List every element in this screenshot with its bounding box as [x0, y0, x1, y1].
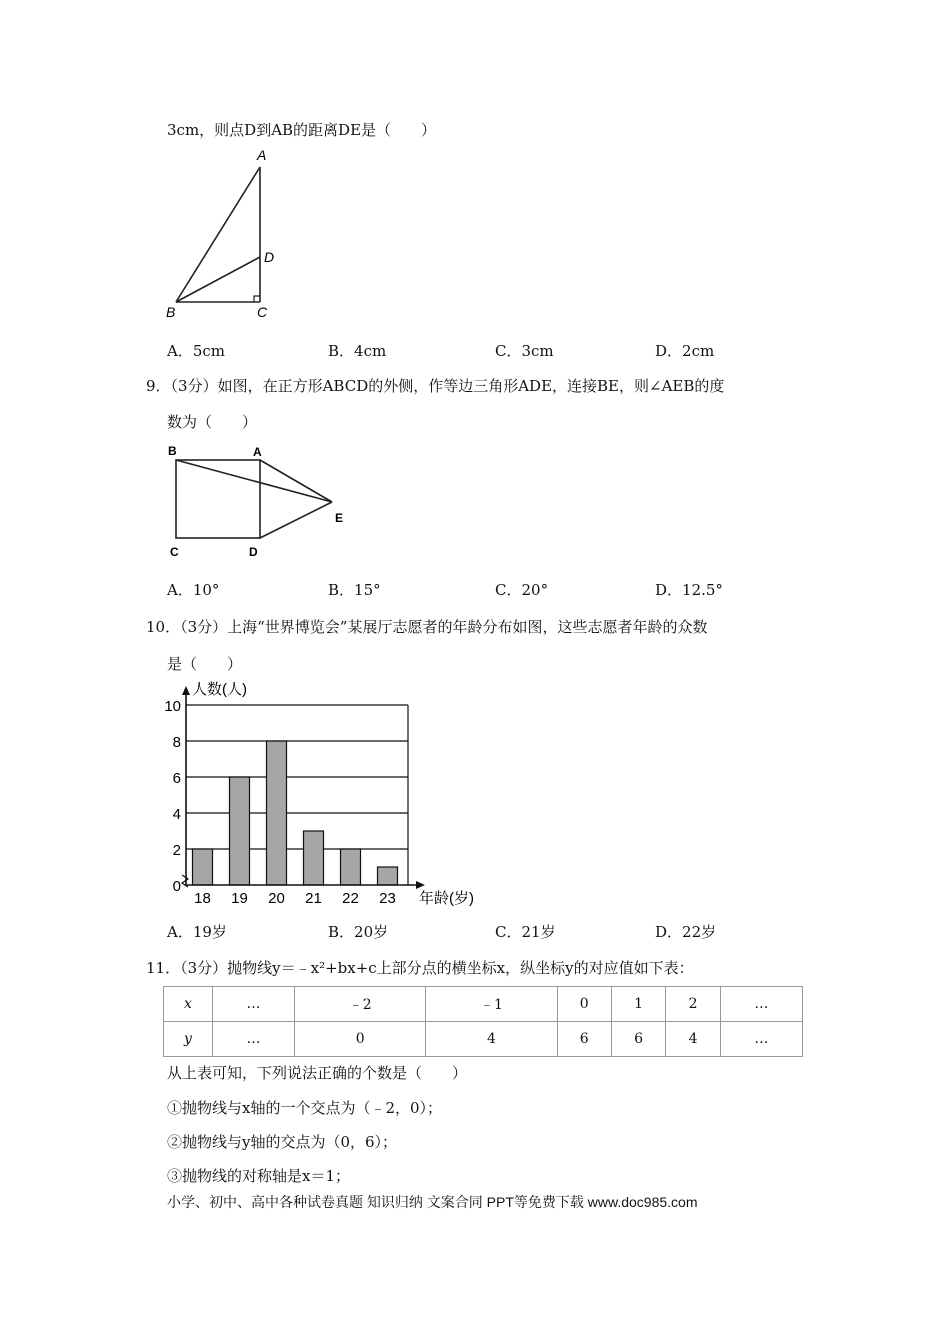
table-cell: 6 [611, 1022, 665, 1057]
table-cell: … [212, 1022, 294, 1057]
bar-age-20 [267, 741, 287, 885]
table-cell: … [720, 987, 802, 1022]
q8-label-b: B [166, 304, 176, 320]
y-tick-label: 4 [172, 806, 181, 823]
q9-label-d: D [249, 545, 258, 559]
q11-value-table [163, 986, 803, 1057]
q10-line2: 是（ ） [167, 655, 243, 673]
q9-label-e: E [335, 511, 344, 525]
table-cell: 1 [611, 987, 665, 1022]
y-axis-arrow-icon [182, 686, 190, 695]
bar-age-21 [304, 831, 324, 885]
bar-age-18 [193, 849, 213, 885]
q8-label-d: D [264, 249, 275, 265]
y-tick-label: 6 [172, 770, 181, 787]
x-tick-label: 19 [231, 890, 248, 907]
q9-line1: 9．（3分）如图，在正方形ABCD的外侧，作等边三角形ADE，连接BE，则∠AEB的度 [146, 377, 725, 395]
table-cell: ﹣2 [295, 987, 426, 1022]
q9-label-a: A [253, 445, 262, 459]
y-tick-label: 8 [172, 734, 181, 751]
table-cell: 4 [666, 1022, 720, 1057]
table-cell: x [164, 987, 213, 1022]
q8-label-a: A [257, 147, 267, 163]
q9-label-c: C [170, 545, 179, 559]
q8-option-a: A．5cm [167, 342, 226, 360]
q9-option-c: C．20° [495, 581, 549, 599]
q11-statement-3: ③抛物线的对称轴是x＝1； [167, 1167, 351, 1185]
q9-option-d: D．12.5° [655, 581, 723, 599]
q11-statement-2: ②抛物线与y轴的交点为（0，6）； [167, 1133, 398, 1151]
q8-option-c: C．3cm [495, 342, 554, 360]
table-cell: 0 [557, 987, 611, 1022]
table-cell: 2 [666, 987, 720, 1022]
footer-banner: 小学、初中、高中各种试卷真题 知识归纳 文案合同 PPT等免费下载 www.doc985.com [167, 1194, 698, 1210]
table-row [164, 987, 803, 1022]
table-row [164, 1022, 803, 1057]
q10-option-b: B．20岁 [328, 923, 389, 941]
q8-triangle-figure [160, 145, 290, 325]
q10-option-c: C．21岁 [495, 923, 556, 941]
q8-stem-tail: 3cm，则点D到AB的距离DE是（ ） [167, 121, 437, 139]
q9-line2: 数为（ ） [167, 413, 258, 431]
x-axis-title: 年龄(岁) [419, 890, 474, 907]
table-cell: 4 [426, 1022, 557, 1057]
q11-statement-1: ①抛物线与x轴的一个交点为（﹣2，0）； [167, 1099, 443, 1117]
q8-option-d: D．2cm [655, 342, 715, 360]
q10-option-d: D．22岁 [655, 923, 717, 941]
q9-label-b: B [168, 444, 177, 458]
y-tick-label: 0 [172, 878, 181, 895]
y-tick-label: 10 [164, 698, 181, 715]
x-tick-label: 18 [194, 890, 211, 907]
x-tick-label: 20 [268, 890, 285, 907]
x-tick-label: 23 [379, 890, 396, 907]
table-cell: 6 [557, 1022, 611, 1057]
q10-age-bar-chart [155, 678, 495, 908]
table-cell: … [720, 1022, 802, 1057]
q9-option-a: A．10° [167, 581, 220, 599]
bar-age-19 [230, 777, 250, 885]
x-axis-arrow-icon [416, 881, 425, 889]
table-cell: 0 [295, 1022, 426, 1057]
y-tick-label: 2 [172, 842, 181, 859]
q11-line1: 11．（3分）抛物线y＝﹣x²+bx+c上部分点的横坐标x，纵坐标y的对应值如下表： [146, 959, 694, 977]
q10-option-a: A．19岁 [167, 923, 227, 941]
q11-question: 从上表可知，下列说法正确的个数是（ ） [167, 1064, 468, 1082]
table-cell: ﹣1 [426, 987, 557, 1022]
q9-square-figure [160, 440, 360, 565]
q9-option-b: B．15° [328, 581, 381, 599]
y-axis-title: 人数(人) [192, 681, 247, 698]
q8-option-b: B．4cm [328, 342, 387, 360]
q10-line1: 10．（3分）上海“世界博览会”某展厅志愿者的年龄分布如图，这些志愿者年龄的众数 [146, 618, 708, 636]
table-cell: … [212, 987, 294, 1022]
table-cell: y [164, 1022, 213, 1057]
x-tick-label: 21 [305, 890, 322, 907]
bar-age-23 [378, 867, 398, 885]
q8-label-c: C [257, 304, 268, 320]
x-tick-label: 22 [342, 890, 359, 907]
bar-age-22 [341, 849, 361, 885]
